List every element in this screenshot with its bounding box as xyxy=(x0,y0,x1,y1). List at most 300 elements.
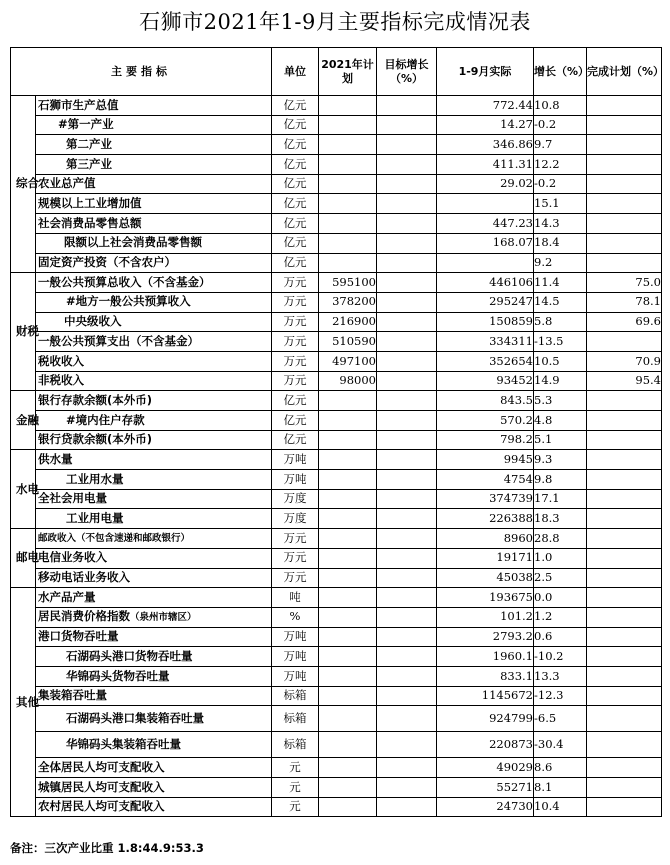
unit-cell: 亿元 xyxy=(272,194,319,214)
table-row xyxy=(11,391,662,411)
unit-cell: % xyxy=(272,607,319,627)
actual-cell: 8960 xyxy=(437,529,534,549)
plan-cell xyxy=(319,588,377,608)
actual-cell: 55271 xyxy=(437,778,534,798)
indicator-name xyxy=(36,588,272,608)
indicator-name xyxy=(36,155,272,175)
indicator-name xyxy=(36,470,272,490)
plan-cell xyxy=(319,647,377,667)
table-row xyxy=(11,115,662,135)
unit-cell: 亿元 xyxy=(272,253,319,273)
plan-cell xyxy=(319,233,377,253)
completion-cell: 95.4 xyxy=(587,371,662,391)
plan-cell xyxy=(319,686,377,706)
plan-cell xyxy=(319,666,377,686)
indicator-name xyxy=(36,732,272,758)
actual-cell: 374739 xyxy=(437,489,534,509)
plan-cell xyxy=(319,115,377,135)
actual-cell: 1960.1 xyxy=(437,647,534,667)
indicator-name xyxy=(36,371,272,391)
indicator-name-text: 一般公共预算支出（不含基金） xyxy=(38,333,199,348)
completion-cell xyxy=(587,115,662,135)
completion-cell xyxy=(587,732,662,758)
category-label: 邮电 xyxy=(11,529,36,588)
plan-cell: 216900 xyxy=(319,312,377,332)
unit-cell: 万元 xyxy=(272,273,319,293)
unit-cell: 万元 xyxy=(272,568,319,588)
unit-cell: 亿元 xyxy=(272,115,319,135)
target-growth-cell xyxy=(377,758,437,778)
indicator-name-text: 港口货物吞吐量 xyxy=(38,629,119,644)
actual-cell: 45038 xyxy=(437,568,534,588)
indicator-name-text: 固定资产投资（不含农户） xyxy=(38,255,176,270)
indicator-name-text: 银行贷款余额(本外币) xyxy=(38,432,153,447)
plan-cell xyxy=(319,568,377,588)
growth-cell: 10.5 xyxy=(534,351,587,371)
plan-cell: 510590 xyxy=(319,332,377,352)
completion-cell xyxy=(587,430,662,450)
target-growth-cell xyxy=(377,253,437,273)
completion-cell xyxy=(587,96,662,116)
completion-cell xyxy=(587,686,662,706)
growth-cell: 9.2 xyxy=(534,253,587,273)
indicator-name-text: #地方一般公共预算收入 xyxy=(66,294,191,309)
growth-cell: -12.3 xyxy=(534,686,587,706)
table-row xyxy=(11,489,662,509)
indicator-name xyxy=(36,214,272,234)
indicator-name-text: 农村居民人均可支配收入 xyxy=(38,799,165,814)
indicator-name xyxy=(36,312,272,332)
growth-cell: 4.8 xyxy=(534,411,587,431)
growth-cell: 10.8 xyxy=(534,96,587,116)
completion-cell xyxy=(587,214,662,234)
actual-cell: 1145672 xyxy=(437,686,534,706)
target-growth-cell xyxy=(377,509,437,529)
indicator-name xyxy=(36,233,272,253)
table-row xyxy=(11,797,662,817)
table-row xyxy=(11,233,662,253)
indicator-name xyxy=(36,96,272,116)
indicator-name-text: 石湖码头港口集装箱吞吐量 xyxy=(66,711,204,726)
indicator-name xyxy=(36,391,272,411)
table-row xyxy=(11,312,662,332)
growth-cell: 0.6 xyxy=(534,627,587,647)
indicator-name-text: 石湖码头港口货物吞吐量 xyxy=(66,648,193,663)
growth-cell: 5.3 xyxy=(534,391,587,411)
unit-cell: 元 xyxy=(272,778,319,798)
table-row xyxy=(11,351,662,371)
growth-cell: 17.1 xyxy=(534,489,587,509)
indicator-name xyxy=(36,686,272,706)
plan-cell xyxy=(319,548,377,568)
target-growth-cell xyxy=(377,588,437,608)
indicator-name xyxy=(36,666,272,686)
plan-cell: 98000 xyxy=(319,371,377,391)
target-growth-cell xyxy=(377,778,437,798)
completion-cell: 70.9 xyxy=(587,351,662,371)
growth-cell: 5.8 xyxy=(534,312,587,332)
plan-cell xyxy=(319,470,377,490)
indicator-name-text: 规模以上工业增加值 xyxy=(38,196,142,211)
indicator-name xyxy=(36,797,272,817)
indicator-name-text: 居民消费价格指数 xyxy=(38,609,130,624)
indicator-name-text: 限额以上社会消费品零售额 xyxy=(64,235,202,250)
unit-cell: 亿元 xyxy=(272,430,319,450)
completion-cell xyxy=(587,627,662,647)
actual-cell xyxy=(437,194,534,214)
indicator-name-text: 一般公共预算总收入（不含基金） xyxy=(38,274,211,289)
actual-cell: 101.2 xyxy=(437,607,534,627)
footnote: 备注：三次产业比重 1.8:44.9:53.3 xyxy=(10,841,204,855)
indicator-name xyxy=(36,627,272,647)
header-indicator: 主要指标 xyxy=(11,48,272,96)
growth-cell: 11.4 xyxy=(534,273,587,293)
growth-cell: 2.5 xyxy=(534,568,587,588)
plan-cell xyxy=(319,450,377,470)
actual-cell: 334311 xyxy=(437,332,534,352)
growth-cell: 8.1 xyxy=(534,778,587,798)
target-growth-cell xyxy=(377,391,437,411)
indicator-name-text: 城镇居民人均可支配收入 xyxy=(38,779,165,794)
completion-cell xyxy=(587,135,662,155)
unit-cell: 万度 xyxy=(272,489,319,509)
actual-cell: 570.2 xyxy=(437,411,534,431)
indicator-name xyxy=(36,174,272,194)
target-growth-cell xyxy=(377,96,437,116)
indicator-name-text: 工业用电量 xyxy=(66,511,124,526)
unit-cell: 万吨 xyxy=(272,627,319,647)
plan-cell xyxy=(319,529,377,549)
growth-cell: 0.0 xyxy=(534,588,587,608)
completion-cell xyxy=(587,391,662,411)
plan-cell xyxy=(319,96,377,116)
table-row xyxy=(11,332,662,352)
growth-cell: 18.3 xyxy=(534,509,587,529)
indicator-name-text: 集装箱吞吐量 xyxy=(38,688,107,703)
indicator-name-text: 供水量 xyxy=(38,451,73,466)
actual-cell xyxy=(437,253,534,273)
completion-cell xyxy=(587,489,662,509)
growth-cell: 14.9 xyxy=(534,371,587,391)
growth-cell: 9.7 xyxy=(534,135,587,155)
actual-cell: 9945 xyxy=(437,450,534,470)
table-row xyxy=(11,292,662,312)
indicator-name xyxy=(36,430,272,450)
header-unit: 单位 xyxy=(272,48,319,96)
growth-cell: 1.0 xyxy=(534,548,587,568)
growth-cell: -6.5 xyxy=(534,706,587,732)
actual-cell: 446106 xyxy=(437,273,534,293)
growth-cell: 10.4 xyxy=(534,797,587,817)
plan-cell xyxy=(319,758,377,778)
table-row xyxy=(11,666,662,686)
indicator-name xyxy=(36,253,272,273)
target-growth-cell xyxy=(377,174,437,194)
table-row xyxy=(11,732,662,758)
actual-cell: 93452 xyxy=(437,371,534,391)
indicator-name-text: #境内住户存款 xyxy=(66,412,145,427)
table-row xyxy=(11,548,662,568)
plan-cell xyxy=(319,135,377,155)
table-row xyxy=(11,706,662,732)
indicator-name xyxy=(36,647,272,667)
completion-cell xyxy=(587,332,662,352)
completion-cell xyxy=(587,174,662,194)
target-growth-cell xyxy=(377,450,437,470)
target-growth-cell xyxy=(377,411,437,431)
indicator-table xyxy=(10,47,665,817)
table-row xyxy=(11,758,662,778)
completion-cell xyxy=(587,194,662,214)
growth-cell: 14.5 xyxy=(534,292,587,312)
actual-cell: 220873 xyxy=(437,732,534,758)
table-row xyxy=(11,686,662,706)
actual-cell: 29.02 xyxy=(437,174,534,194)
growth-cell: 13.3 xyxy=(534,666,587,686)
category-label: 水电 xyxy=(11,450,36,529)
actual-cell: 798.2 xyxy=(437,430,534,450)
unit-cell: 万元 xyxy=(272,351,319,371)
actual-cell: 447.23 xyxy=(437,214,534,234)
unit-cell: 万元 xyxy=(272,332,319,352)
indicator-name xyxy=(36,706,272,732)
table-body xyxy=(11,96,662,817)
target-growth-cell xyxy=(377,489,437,509)
target-growth-cell xyxy=(377,607,437,627)
target-growth-cell xyxy=(377,470,437,490)
target-growth-cell xyxy=(377,214,437,234)
indicator-name xyxy=(36,450,272,470)
completion-cell: 69.6 xyxy=(587,312,662,332)
unit-cell: 亿元 xyxy=(272,174,319,194)
growth-cell: 9.8 xyxy=(534,470,587,490)
actual-cell: 193675 xyxy=(437,588,534,608)
table-header-row xyxy=(11,48,662,96)
growth-cell: 28.8 xyxy=(534,529,587,549)
completion-cell xyxy=(587,758,662,778)
unit-cell: 万元 xyxy=(272,371,319,391)
completion-cell xyxy=(587,233,662,253)
completion-cell xyxy=(587,548,662,568)
actual-cell: 843.5 xyxy=(437,391,534,411)
indicator-name-text: 移动电话业务收入 xyxy=(38,570,130,585)
plan-cell xyxy=(319,430,377,450)
unit-cell: 亿元 xyxy=(272,96,319,116)
indicator-name-text: 华锦码头货物吞吐量 xyxy=(66,668,170,683)
unit-cell: 元 xyxy=(272,797,319,817)
table-row xyxy=(11,253,662,273)
indicator-name-text: #第一产业 xyxy=(58,117,114,132)
table-row xyxy=(11,214,662,234)
target-growth-cell xyxy=(377,155,437,175)
plan-cell xyxy=(319,174,377,194)
category-label: 综合 xyxy=(11,96,36,273)
plan-cell xyxy=(319,214,377,234)
growth-cell: 14.3 xyxy=(534,214,587,234)
plan-cell: 378200 xyxy=(319,292,377,312)
target-growth-cell xyxy=(377,529,437,549)
plan-cell xyxy=(319,732,377,758)
target-growth-cell xyxy=(377,732,437,758)
target-growth-cell xyxy=(377,797,437,817)
target-growth-cell xyxy=(377,430,437,450)
table-row xyxy=(11,529,662,549)
table-row xyxy=(11,568,662,588)
completion-cell xyxy=(587,529,662,549)
unit-cell: 标箱 xyxy=(272,686,319,706)
plan-cell xyxy=(319,155,377,175)
actual-cell: 772.44 xyxy=(437,96,534,116)
table-row xyxy=(11,135,662,155)
unit-cell: 亿元 xyxy=(272,391,319,411)
completion-cell xyxy=(587,647,662,667)
completion-cell xyxy=(587,666,662,686)
indicator-name-text: 华锦码头集装箱吞吐量 xyxy=(66,737,181,752)
growth-cell: -0.2 xyxy=(534,174,587,194)
plan-cell xyxy=(319,489,377,509)
table-row xyxy=(11,607,662,627)
unit-cell: 万元 xyxy=(272,312,319,332)
indicator-name xyxy=(36,135,272,155)
plan-cell xyxy=(319,706,377,732)
indicator-name-text: 中央级收入 xyxy=(64,314,122,329)
growth-cell: 18.4 xyxy=(534,233,587,253)
category-label: 其他 xyxy=(11,588,36,817)
plan-cell xyxy=(319,509,377,529)
table-row xyxy=(11,174,662,194)
header-growth: 增长（%） xyxy=(534,48,587,96)
indicator-name-suffix: （泉州市辖区） xyxy=(130,612,197,624)
target-growth-cell xyxy=(377,312,437,332)
indicator-name xyxy=(36,273,272,293)
unit-cell: 亿元 xyxy=(272,411,319,431)
unit-cell: 标箱 xyxy=(272,706,319,732)
header-actual: 1-9月实际 xyxy=(437,48,534,96)
indicator-name-text: 全体居民人均可支配收入 xyxy=(38,759,165,774)
target-growth-cell xyxy=(377,233,437,253)
unit-cell: 万吨 xyxy=(272,450,319,470)
actual-cell: 19171 xyxy=(437,548,534,568)
target-growth-cell xyxy=(377,273,437,293)
indicator-name xyxy=(36,332,272,352)
plan-cell xyxy=(319,253,377,273)
unit-cell: 万元 xyxy=(272,529,319,549)
completion-cell xyxy=(587,797,662,817)
indicator-name-text: 第二产业 xyxy=(66,136,112,151)
completion-cell xyxy=(587,450,662,470)
growth-cell: -30.4 xyxy=(534,732,587,758)
indicator-name xyxy=(36,194,272,214)
target-growth-cell xyxy=(377,194,437,214)
indicator-name xyxy=(36,758,272,778)
indicator-name xyxy=(36,489,272,509)
target-growth-cell xyxy=(377,666,437,686)
actual-cell: 833.1 xyxy=(437,666,534,686)
table-row xyxy=(11,430,662,450)
indicator-name-text: 银行存款余额(本外币) xyxy=(38,392,153,407)
indicator-name xyxy=(36,351,272,371)
table-row xyxy=(11,273,662,293)
indicator-name xyxy=(36,607,272,627)
completion-cell xyxy=(587,509,662,529)
target-growth-cell xyxy=(377,135,437,155)
plan-cell xyxy=(319,194,377,214)
unit-cell: 万度 xyxy=(272,509,319,529)
target-growth-cell xyxy=(377,647,437,667)
unit-cell: 万吨 xyxy=(272,666,319,686)
unit-cell: 亿元 xyxy=(272,233,319,253)
actual-cell: 14.27 xyxy=(437,115,534,135)
completion-cell xyxy=(587,411,662,431)
unit-cell: 标箱 xyxy=(272,732,319,758)
actual-cell: 150859 xyxy=(437,312,534,332)
growth-cell: 12.2 xyxy=(534,155,587,175)
indicator-name-text: 水产品产量 xyxy=(38,589,96,604)
completion-cell xyxy=(587,155,662,175)
unit-cell: 吨 xyxy=(272,588,319,608)
growth-cell: -10.2 xyxy=(534,647,587,667)
table-row xyxy=(11,627,662,647)
growth-cell: -13.5 xyxy=(534,332,587,352)
actual-cell: 2793.2 xyxy=(437,627,534,647)
completion-cell xyxy=(587,253,662,273)
unit-cell: 亿元 xyxy=(272,214,319,234)
completion-cell xyxy=(587,778,662,798)
growth-cell: 5.1 xyxy=(534,430,587,450)
unit-cell: 亿元 xyxy=(272,155,319,175)
actual-cell: 295247 xyxy=(437,292,534,312)
actual-cell: 352654 xyxy=(437,351,534,371)
target-growth-cell xyxy=(377,351,437,371)
indicator-name xyxy=(36,292,272,312)
unit-cell: 万元 xyxy=(272,292,319,312)
table-row xyxy=(11,450,662,470)
target-growth-cell xyxy=(377,686,437,706)
indicator-name-text: 税收收入 xyxy=(38,353,84,368)
indicator-name xyxy=(36,509,272,529)
actual-cell: 226388 xyxy=(437,509,534,529)
indicator-name-text: 非税收入 xyxy=(38,373,84,388)
table-row xyxy=(11,470,662,490)
actual-cell: 4754 xyxy=(437,470,534,490)
table-row xyxy=(11,371,662,391)
completion-cell: 75.0 xyxy=(587,273,662,293)
page-title: 石狮市2021年1-9月主要指标完成情况表 xyxy=(139,10,531,34)
header-completion: 完成计划（%） xyxy=(587,48,662,96)
indicator-name xyxy=(36,568,272,588)
growth-cell: 15.1 xyxy=(534,194,587,214)
header-plan: 2021年计划 xyxy=(319,48,377,96)
plan-cell xyxy=(319,797,377,817)
indicator-name-text: 石狮市生产总值 xyxy=(38,97,119,112)
unit-cell: 万吨 xyxy=(272,470,319,490)
target-growth-cell xyxy=(377,568,437,588)
indicator-name-text: 电信业务收入 xyxy=(38,550,107,565)
indicator-name-text: 邮政收入（不包含速递和邮政银行） xyxy=(38,532,191,544)
actual-cell: 411.31 xyxy=(437,155,534,175)
category-label: 财税 xyxy=(11,273,36,391)
table-row xyxy=(11,194,662,214)
target-growth-cell xyxy=(377,292,437,312)
plan-cell xyxy=(319,607,377,627)
unit-cell: 元 xyxy=(272,758,319,778)
indicator-name-text: 工业用水量 xyxy=(66,471,124,486)
table-row xyxy=(11,778,662,798)
plan-cell xyxy=(319,391,377,411)
completion-cell xyxy=(587,607,662,627)
indicator-name-text: 全社会用电量 xyxy=(38,491,107,506)
growth-cell: -0.2 xyxy=(534,115,587,135)
